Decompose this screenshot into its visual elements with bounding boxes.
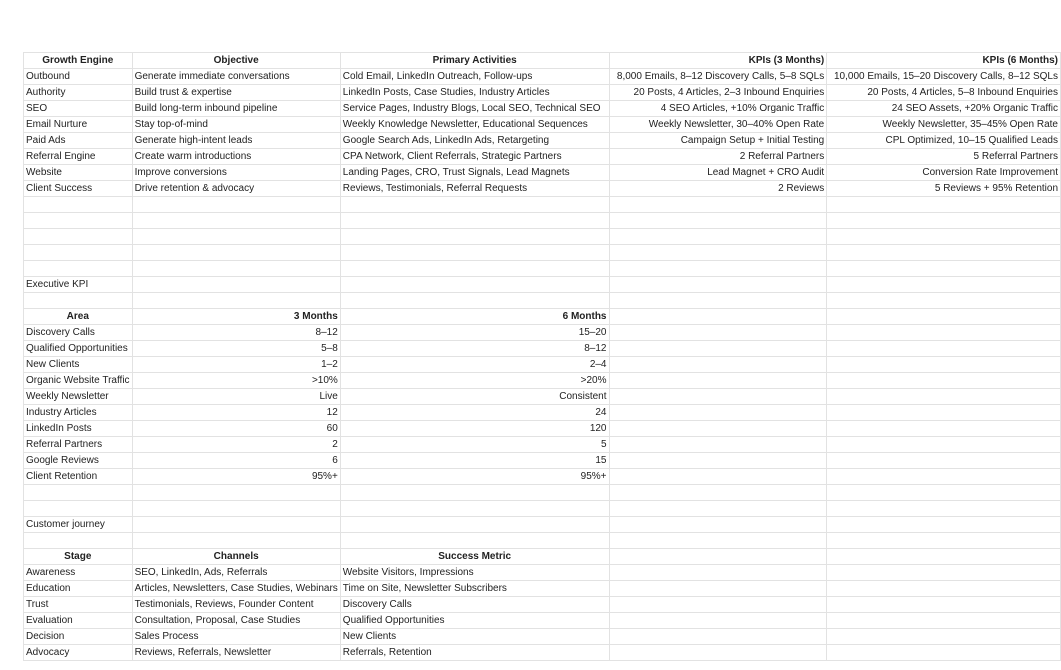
empty-cell[interactable] (827, 453, 1061, 469)
empty-cell[interactable] (827, 197, 1061, 213)
empty-cell[interactable] (827, 341, 1061, 357)
cell-6-months[interactable]: 15–20 (340, 325, 609, 341)
cell-objective[interactable]: Generate immediate conversations (132, 69, 340, 85)
cell-stage[interactable]: Advocacy (24, 645, 133, 661)
cell-kpis-6-months[interactable]: 5 Referral Partners (827, 149, 1061, 165)
empty-cell[interactable] (24, 197, 133, 213)
cell-3-months[interactable]: Live (132, 389, 340, 405)
empty-cell[interactable] (132, 245, 340, 261)
empty-cell[interactable] (340, 261, 609, 277)
cell-primary-activities[interactable]: Reviews, Testimonials, Referral Requests (340, 181, 609, 197)
header-kpis-3-months[interactable]: KPIs (3 Months) (609, 53, 827, 69)
cell-6-months[interactable]: >20% (340, 373, 609, 389)
empty-cell[interactable] (827, 357, 1061, 373)
cell-stage[interactable]: Trust (24, 597, 133, 613)
cell-3-months[interactable]: 60 (132, 421, 340, 437)
empty-cell[interactable] (827, 293, 1061, 309)
empty-cell[interactable] (609, 629, 827, 645)
empty-cell[interactable] (340, 245, 609, 261)
cell-area[interactable]: Weekly Newsletter (24, 389, 133, 405)
cell-area[interactable]: New Clients (24, 357, 133, 373)
executive-row (24, 357, 1061, 373)
empty-cell[interactable] (827, 533, 1061, 549)
empty-row (24, 197, 1061, 213)
executive-row (24, 341, 1061, 357)
empty-cell[interactable] (132, 293, 340, 309)
cell-6-months[interactable]: 2–4 (340, 357, 609, 373)
empty-row (24, 485, 1061, 501)
empty-cell[interactable] (609, 421, 827, 437)
cell-objective[interactable]: Stay top-of-mind (132, 117, 340, 133)
cell-channels[interactable]: Testimonials, Reviews, Founder Content (132, 597, 340, 613)
cell-primary-activities[interactable]: Cold Email, LinkedIn Outreach, Follow-ups (340, 69, 609, 85)
cell-3-months[interactable]: 6 (132, 453, 340, 469)
empty-cell[interactable] (609, 501, 827, 517)
cell-area[interactable]: Organic Website Traffic (24, 373, 133, 389)
header-6-months[interactable]: 6 Months (340, 309, 609, 325)
empty-cell[interactable] (609, 517, 827, 533)
growth-row (24, 85, 1061, 101)
executive-row (24, 421, 1061, 437)
empty-cell[interactable] (609, 485, 827, 501)
cell-primary-activities[interactable]: Google Search Ads, LinkedIn Ads, Retargeting (340, 133, 609, 149)
empty-cell[interactable] (609, 309, 827, 325)
cell-kpis-3-months[interactable]: 2 Reviews (609, 181, 827, 197)
cell-kpis-6-months[interactable]: Weekly Newsletter, 35–45% Open Rate (827, 117, 1061, 133)
empty-cell[interactable] (340, 197, 609, 213)
cell-growth-engine[interactable]: Website (24, 165, 133, 181)
header-area[interactable]: Area (24, 309, 133, 325)
cell-kpis-6-months[interactable]: CPL Optimized, 10–15 Qualified Leads (827, 133, 1061, 149)
empty-cell[interactable] (609, 373, 827, 389)
journey-row (24, 565, 1061, 581)
empty-cell[interactable] (609, 405, 827, 421)
empty-cell[interactable] (827, 565, 1061, 581)
executive-header-row (24, 309, 1061, 325)
empty-cell[interactable] (609, 437, 827, 453)
empty-cell[interactable] (827, 277, 1061, 293)
empty-cell[interactable] (827, 517, 1061, 533)
cell-success-metric[interactable]: Qualified Opportunities (340, 613, 609, 629)
empty-cell[interactable] (827, 421, 1061, 437)
header-channels[interactable]: Channels (132, 549, 340, 565)
empty-cell[interactable] (609, 565, 827, 581)
empty-cell[interactable] (827, 389, 1061, 405)
executive-row (24, 389, 1061, 405)
cell-area[interactable]: Industry Articles (24, 405, 133, 421)
empty-cell[interactable] (609, 325, 827, 341)
cell-primary-activities[interactable]: LinkedIn Posts, Case Studies, Industry Articles (340, 85, 609, 101)
cell-3-months[interactable]: 8–12 (132, 325, 340, 341)
growth-row (24, 165, 1061, 181)
empty-row (24, 213, 1061, 229)
empty-cell[interactable] (24, 501, 133, 517)
empty-cell[interactable] (132, 533, 340, 549)
empty-cell[interactable] (609, 549, 827, 565)
cell-3-months[interactable]: 12 (132, 405, 340, 421)
journey-row (24, 581, 1061, 597)
cell-kpis-3-months[interactable]: Weekly Newsletter, 30–40% Open Rate (609, 117, 827, 133)
empty-cell[interactable] (827, 245, 1061, 261)
cell-3-months[interactable]: 5–8 (132, 341, 340, 357)
empty-cell[interactable] (609, 293, 827, 309)
cell-primary-activities[interactable]: Landing Pages, CRO, Trust Signals, Lead Magnets (340, 165, 609, 181)
cell-primary-activities[interactable]: Weekly Knowledge Newsletter, Educational Sequences (340, 117, 609, 133)
empty-cell[interactable] (827, 485, 1061, 501)
empty-cell[interactable] (827, 549, 1061, 565)
cell-6-months[interactable]: 24 (340, 405, 609, 421)
empty-cell[interactable] (609, 357, 827, 373)
empty-cell[interactable] (827, 213, 1061, 229)
cell-kpis-6-months[interactable]: Conversion Rate Improvement (827, 165, 1061, 181)
executive-row (24, 373, 1061, 389)
empty-cell[interactable] (609, 341, 827, 357)
empty-cell[interactable] (609, 245, 827, 261)
empty-cell[interactable] (340, 213, 609, 229)
empty-cell[interactable] (609, 469, 827, 485)
empty-cell[interactable] (827, 437, 1061, 453)
empty-row (24, 501, 1061, 517)
empty-cell[interactable] (827, 629, 1061, 645)
empty-cell[interactable] (340, 533, 609, 549)
header-kpis-6-months[interactable]: KPIs (6 Months) (827, 53, 1061, 69)
empty-cell[interactable] (24, 229, 133, 245)
journey-row (24, 597, 1061, 613)
cell-kpis-6-months[interactable]: 5 Reviews + 95% Retention (827, 181, 1061, 197)
cell-growth-engine[interactable]: Paid Ads (24, 133, 133, 149)
cell-area[interactable]: Client Retention (24, 469, 133, 485)
cell-stage[interactable]: Awareness (24, 565, 133, 581)
empty-cell[interactable] (132, 261, 340, 277)
cell-area[interactable]: Discovery Calls (24, 325, 133, 341)
cell-growth-engine[interactable]: Email Nurture (24, 117, 133, 133)
empty-cell[interactable] (609, 277, 827, 293)
header-growth-engine[interactable]: Growth Engine (24, 53, 133, 69)
empty-cell[interactable] (24, 213, 133, 229)
empty-cell[interactable] (340, 517, 609, 533)
cell-6-months[interactable]: 15 (340, 453, 609, 469)
cell-success-metric[interactable]: Discovery Calls (340, 597, 609, 613)
cell-success-metric[interactable]: Referrals, Retention (340, 645, 609, 661)
empty-cell[interactable] (132, 485, 340, 501)
cell-objective[interactable]: Create warm introductions (132, 149, 340, 165)
executive-row (24, 325, 1061, 341)
cell-area[interactable]: LinkedIn Posts (24, 421, 133, 437)
cell-kpis-3-months[interactable]: 2 Referral Partners (609, 149, 827, 165)
cell-growth-engine[interactable]: SEO (24, 101, 133, 117)
cell-channels[interactable]: Articles, Newsletters, Case Studies, Webinars (132, 581, 340, 597)
header-3-months[interactable]: 3 Months (132, 309, 340, 325)
empty-cell[interactable] (24, 261, 133, 277)
header-success-metric[interactable]: Success Metric (340, 549, 609, 565)
cell-kpis-3-months[interactable]: 20 Posts, 4 Articles, 2–3 Inbound Enquiries (609, 85, 827, 101)
empty-cell[interactable] (132, 501, 340, 517)
empty-cell[interactable] (827, 469, 1061, 485)
cell-3-months[interactable]: 1–2 (132, 357, 340, 373)
empty-cell[interactable] (827, 613, 1061, 629)
executive-row (24, 437, 1061, 453)
empty-cell[interactable] (609, 533, 827, 549)
empty-cell[interactable] (340, 293, 609, 309)
empty-cell[interactable] (609, 581, 827, 597)
cell-area[interactable]: Referral Partners (24, 437, 133, 453)
empty-cell[interactable] (132, 213, 340, 229)
cell-channels[interactable]: SEO, LinkedIn, Ads, Referrals (132, 565, 340, 581)
cell-primary-activities[interactable]: CPA Network, Client Referrals, Strategic Partners (340, 149, 609, 165)
cell-growth-engine[interactable]: Referral Engine (24, 149, 133, 165)
cell-objective[interactable]: Build long-term inbound pipeline (132, 101, 340, 117)
empty-cell[interactable] (827, 645, 1061, 661)
cell-kpis-3-months[interactable]: Campaign Setup + Initial Testing (609, 133, 827, 149)
growth-row (24, 133, 1061, 149)
empty-cell[interactable] (609, 645, 827, 661)
cell-channels[interactable]: Consultation, Proposal, Case Studies (132, 613, 340, 629)
cell-6-months[interactable]: 120 (340, 421, 609, 437)
empty-cell[interactable] (609, 229, 827, 245)
section-title-row (24, 517, 1061, 533)
empty-cell[interactable] (827, 229, 1061, 245)
empty-cell[interactable] (609, 213, 827, 229)
cell-objective[interactable]: Build trust & expertise (132, 85, 340, 101)
cell-kpis-3-months[interactable]: Lead Magnet + CRO Audit (609, 165, 827, 181)
cell-3-months[interactable]: 95%+ (132, 469, 340, 485)
growth-row (24, 101, 1061, 117)
growth-row (24, 117, 1061, 133)
growth-header-row (24, 53, 1061, 69)
empty-cell[interactable] (827, 501, 1061, 517)
cell-kpis-6-months[interactable]: 20 Posts, 4 Articles, 5–8 Inbound Enquiries (827, 85, 1061, 101)
empty-cell[interactable] (132, 229, 340, 245)
journey-row (24, 613, 1061, 629)
cell-6-months[interactable]: 95%+ (340, 469, 609, 485)
empty-cell[interactable] (609, 261, 827, 277)
section-title-row (24, 277, 1061, 293)
header-stage[interactable]: Stage (24, 549, 133, 565)
empty-cell[interactable] (827, 405, 1061, 421)
empty-row (24, 261, 1061, 277)
cell-objective[interactable]: Drive retention & advocacy (132, 181, 340, 197)
empty-cell[interactable] (340, 229, 609, 245)
cell-stage[interactable]: Evaluation (24, 613, 133, 629)
executive-row (24, 469, 1061, 485)
empty-cell[interactable] (609, 197, 827, 213)
cell-area[interactable]: Google Reviews (24, 453, 133, 469)
empty-row (24, 229, 1061, 245)
empty-cell[interactable] (24, 485, 133, 501)
cell-success-metric[interactable]: Time on Site, Newsletter Subscribers (340, 581, 609, 597)
spreadsheet-grid (23, 52, 1061, 661)
empty-cell[interactable] (24, 293, 133, 309)
journey-header-row (24, 549, 1061, 565)
cell-primary-activities[interactable]: Service Pages, Industry Blogs, Local SEO, Technical SEO (340, 101, 609, 117)
cell-kpis-6-months[interactable]: 24 SEO Assets, +20% Organic Traffic (827, 101, 1061, 117)
empty-cell[interactable] (827, 597, 1061, 613)
cell-objective[interactable]: Generate high-intent leads (132, 133, 340, 149)
empty-cell[interactable] (827, 309, 1061, 325)
cell-success-metric[interactable]: New Clients (340, 629, 609, 645)
cell-success-metric[interactable]: Website Visitors, Impressions (340, 565, 609, 581)
empty-cell[interactable] (24, 245, 133, 261)
empty-cell[interactable] (340, 277, 609, 293)
cell-3-months[interactable]: 2 (132, 437, 340, 453)
empty-cell[interactable] (340, 485, 609, 501)
header-objective[interactable]: Objective (132, 53, 340, 69)
empty-cell[interactable] (609, 453, 827, 469)
empty-cell[interactable] (609, 613, 827, 629)
cell-kpis-3-months[interactable]: 8,000 Emails, 8–12 Discovery Calls, 5–8 SQLs (609, 69, 827, 85)
empty-cell[interactable] (24, 533, 133, 549)
empty-cell[interactable] (340, 501, 609, 517)
empty-row (24, 533, 1061, 549)
empty-cell[interactable] (132, 277, 340, 293)
cell-kpis-6-months[interactable]: 10,000 Emails, 15–20 Discovery Calls, 8–12 SQLs (827, 69, 1061, 85)
section-title[interactable]: Customer journey (24, 517, 133, 533)
empty-cell[interactable] (827, 261, 1061, 277)
cell-6-months[interactable]: Consistent (340, 389, 609, 405)
empty-row (24, 245, 1061, 261)
cell-stage[interactable]: Decision (24, 629, 133, 645)
empty-row (24, 293, 1061, 309)
cell-growth-engine[interactable]: Authority (24, 85, 133, 101)
empty-cell[interactable] (609, 389, 827, 405)
empty-cell[interactable] (132, 197, 340, 213)
section-title[interactable]: Executive KPI (24, 277, 133, 293)
growth-row (24, 69, 1061, 85)
cell-channels[interactable]: Reviews, Referrals, Newsletter (132, 645, 340, 661)
empty-cell[interactable] (827, 373, 1061, 389)
cell-kpis-3-months[interactable]: 4 SEO Articles, +10% Organic Traffic (609, 101, 827, 117)
header-primary-activities[interactable]: Primary Activities (340, 53, 609, 69)
executive-row (24, 453, 1061, 469)
cell-6-months[interactable]: 5 (340, 437, 609, 453)
empty-cell[interactable] (827, 581, 1061, 597)
growth-row (24, 149, 1061, 165)
growth-row (24, 181, 1061, 197)
cell-channels[interactable]: Sales Process (132, 629, 340, 645)
cell-area[interactable]: Qualified Opportunities (24, 341, 133, 357)
empty-cell[interactable] (132, 517, 340, 533)
cell-growth-engine[interactable]: Outbound (24, 69, 133, 85)
journey-row (24, 645, 1061, 661)
cell-6-months[interactable]: 8–12 (340, 341, 609, 357)
executive-row (24, 405, 1061, 421)
cell-3-months[interactable]: >10% (132, 373, 340, 389)
cell-stage[interactable]: Education (24, 581, 133, 597)
cell-growth-engine[interactable]: Client Success (24, 181, 133, 197)
empty-cell[interactable] (827, 325, 1061, 341)
empty-cell[interactable] (609, 597, 827, 613)
cell-objective[interactable]: Improve conversions (132, 165, 340, 181)
journey-row (24, 629, 1061, 645)
